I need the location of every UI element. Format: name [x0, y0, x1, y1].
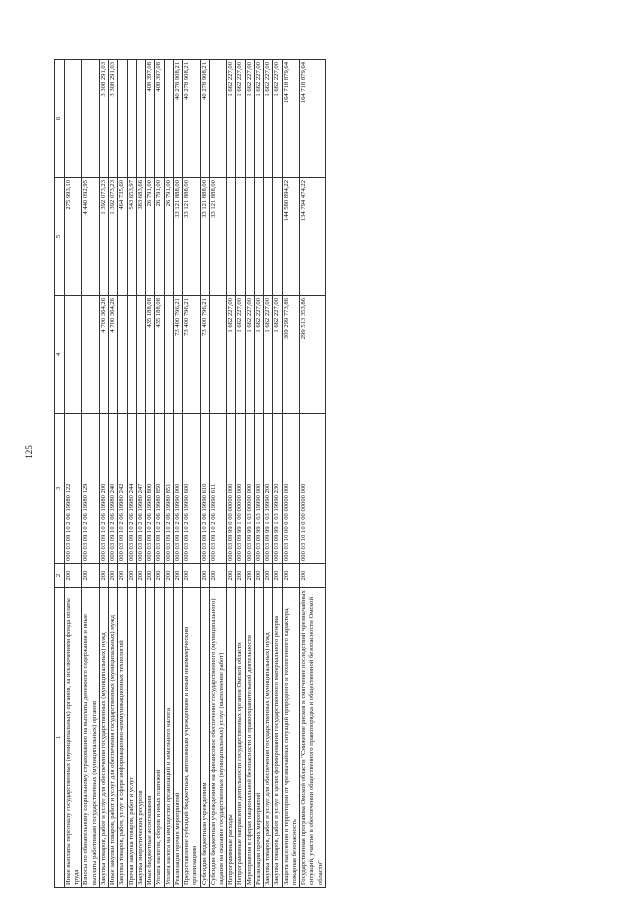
cell-code: 200 — [209, 564, 226, 588]
cell-name: Предоставление субсидий бюджетным, автономным учреждениям и иным некоммерческим организациям — [183, 588, 200, 888]
cell-v2021: 134 794 474,22 — [300, 178, 326, 296]
cell-name: Мероприятия в сферах национальной безопасности и правоохранительной деятельности — [245, 588, 254, 888]
cell-code: 200 — [245, 564, 254, 588]
cell-v2021 — [227, 178, 236, 296]
cell-code: 200 — [65, 564, 82, 588]
cell-v2022: 408 397,08 — [146, 60, 155, 178]
cell-v2020: 4 700 364,26 — [109, 296, 118, 414]
cell-v2021: 4 440 092,95 — [82, 178, 99, 296]
cell-v2022 — [65, 60, 82, 178]
cell-v2021 — [264, 178, 273, 296]
table-row — [146, 60, 155, 888]
cell-kbk: 000 03 09 10 2 06 19990 600 — [183, 414, 200, 564]
cell-v2021: 26 791,00 — [146, 178, 155, 296]
cell-kbk: 000 03 09 10 2 06 19980 122 — [65, 414, 82, 564]
cell-v2022: 1 662 227,00 — [273, 60, 282, 178]
header-cell: 4 — [55, 296, 65, 414]
cell-v2022 — [164, 60, 173, 178]
cell-v2021: 33 121 888,00 — [209, 178, 226, 296]
table-row — [264, 60, 273, 888]
header-cell: 5 — [55, 178, 65, 296]
cell-name: Иные выплаты персоналу государственных (муниципальных) органов, за исключением фонда оплаты труда — [65, 588, 82, 888]
cell-v2021: 1 392 073,23 — [109, 178, 118, 296]
cell-v2020: 1 662 227,00 — [254, 296, 263, 414]
table-row — [136, 60, 145, 888]
cell-v2022 — [127, 60, 136, 178]
cell-code: 200 — [227, 564, 236, 588]
cell-kbk: 000 03 10 10 0 00 00000 000 — [300, 414, 326, 564]
cell-name: Закупка товаров, работ и услуг для обеспечения государственных (муниципальных) нужд — [99, 588, 108, 888]
cell-name: Уплата налога на имущество организаций и земельного налога — [164, 588, 173, 888]
cell-kbk: 000 03 09 99 1 00 00000 000 — [236, 414, 245, 564]
cell-kbk: 000 03 09 10 2 06 19980 850 — [155, 414, 164, 564]
cell-kbk: 000 03 09 10 2 06 19980 244 — [127, 414, 136, 564]
cell-kbk: 000 03 09 10 2 06 19980 800 — [146, 414, 155, 564]
table-row — [227, 60, 236, 888]
cell-v2022: 1 662 227,00 — [227, 60, 236, 178]
cell-kbk: 000 03 10 00 0 00 00000 000 — [282, 414, 299, 564]
cell-v2020: 1 662 227,00 — [236, 296, 245, 414]
cell-name: Непрограммные направления деятельности государственных органов Омской области — [236, 588, 245, 888]
table-row — [65, 60, 82, 888]
table-body — [65, 60, 326, 888]
cell-kbk: 000 03 09 10 2 06 19980 129 — [82, 414, 99, 564]
cell-name: Иные закупки товаров, работ и услуг для обеспечения государственных (муниципальных) нужд — [109, 588, 118, 888]
table-row — [200, 60, 209, 888]
cell-v2022: 3 308 291,03 — [109, 60, 118, 178]
header-cell: 1 — [55, 588, 65, 888]
cell-v2022 — [136, 60, 145, 178]
cell-v2021 — [254, 178, 263, 296]
cell-name: Закупка товаров, работ и услуг для обеспечения государственных (муниципальных) нужд — [264, 588, 273, 888]
table-row — [209, 60, 226, 888]
cell-v2020: 73 400 796,21 — [200, 296, 209, 414]
table-row — [173, 60, 182, 888]
table-row — [155, 60, 164, 888]
cell-kbk: 000 03 09 10 2 06 19980 240 — [109, 414, 118, 564]
cell-v2020: 435 188,08 — [146, 296, 155, 414]
header-row — [55, 60, 65, 888]
cell-kbk: 000 03 09 99 1 03 00000 000 — [245, 414, 254, 564]
cell-v2022: 408 397,08 — [155, 60, 164, 178]
cell-v2020 — [127, 296, 136, 414]
cell-name: Защита населения и территории от чрезвычайных ситуаций природного и техногенного характера, пожарная безопасность — [282, 588, 299, 888]
cell-name: Закупка товаров, работ и услуг в целях формирования государственного материального резерва — [273, 588, 282, 888]
cell-v2022: 40 278 908,21 — [183, 60, 200, 178]
header-cell: 2 — [55, 564, 65, 588]
cell-v2021: 275 993,10 — [65, 178, 82, 296]
cell-kbk: 000 03 09 99 1 03 19990 000 — [254, 414, 263, 564]
rotated-table-wrapper — [54, 60, 608, 888]
table-row — [118, 60, 127, 888]
cell-v2021: 26 791,00 — [164, 178, 173, 296]
cell-v2022: 40 278 908,21 — [173, 60, 182, 178]
cell-name: Реализация прочих мероприятий — [254, 588, 263, 888]
cell-v2022 — [82, 60, 99, 178]
cell-code: 200 — [136, 564, 145, 588]
cell-code: 200 — [127, 564, 136, 588]
cell-name: Закупка товаров, работ, услуг в сфере информационно-коммуникационных технологий — [118, 588, 127, 888]
table-row — [109, 60, 118, 888]
cell-v2020: 73 400 796,21 — [173, 296, 182, 414]
cell-kbk: 000 03 09 99 1 03 19990 200 — [264, 414, 273, 564]
cell-code: 200 — [236, 564, 245, 588]
cell-v2020: 299 513 353,86 — [300, 296, 326, 414]
cell-name: Государственная программа Омской области "Снижение рисков и смягчение последствий чрезвычайных ситуаций, участие в обеспечении общественного правопорядка и общественной безопасности Омской области" — [300, 588, 326, 888]
cell-v2021: 464 735,60 — [118, 178, 127, 296]
page-number: 125 — [24, 445, 34, 459]
cell-code: 200 — [273, 564, 282, 588]
cell-kbk: 000 03 09 10 2 06 19990 000 — [173, 414, 182, 564]
cell-v2021 — [236, 178, 245, 296]
cell-v2021: 383 683,66 — [136, 178, 145, 296]
cell-code: 200 — [99, 564, 108, 588]
cell-name: Реализация прочих мероприятий — [173, 588, 182, 888]
cell-v2022: 1 662 227,00 — [245, 60, 254, 178]
budget-table — [54, 59, 326, 888]
cell-code: 200 — [264, 564, 273, 588]
cell-code: 200 — [300, 564, 326, 588]
cell-name: Субсидии бюджетным учреждениям на финансовое обеспечение государственного (муниципального) задания на оказание государственных (муниципальных) услуг (выполнение работ) — [209, 588, 226, 888]
cell-v2022: 3 308 291,03 — [99, 60, 108, 178]
cell-v2020: 1 662 227,00 — [245, 296, 254, 414]
cell-code: 200 — [254, 564, 263, 588]
cell-kbk: 000 03 09 10 2 06 19980 200 — [99, 414, 108, 564]
table-row — [127, 60, 136, 888]
cell-code: 200 — [173, 564, 182, 588]
cell-code: 200 — [155, 564, 164, 588]
header-cell: 3 — [55, 414, 65, 564]
cell-code: 200 — [146, 564, 155, 588]
cell-v2022 — [118, 60, 127, 178]
cell-v2021: 543 653,97 — [127, 178, 136, 296]
cell-v2020 — [164, 296, 173, 414]
cell-v2021: 144 580 894,22 — [282, 178, 299, 296]
cell-kbk: 000 03 09 99 1 03 19990 230 — [273, 414, 282, 564]
cell-code: 200 — [164, 564, 173, 588]
cell-name: Непрограммные расходы — [227, 588, 236, 888]
cell-name: Взносы по обязательному социальному страхованию на выплаты денежного содержания и иные выплаты работникам государственных (муниципальных) органов — [82, 588, 99, 888]
cell-v2022 — [209, 60, 226, 178]
cell-kbk: 000 03 09 10 2 06 19980 851 — [164, 414, 173, 564]
cell-v2020: 1 662 227,00 — [273, 296, 282, 414]
table-row — [183, 60, 200, 888]
cell-name: Субсидии бюджетным учреждениям — [200, 588, 209, 888]
table-row — [82, 60, 99, 888]
cell-code: 200 — [109, 564, 118, 588]
cell-kbk: 000 03 09 10 2 06 19990 610 — [200, 414, 209, 564]
cell-name: Иные бюджетные ассигнования — [146, 588, 155, 888]
cell-v2022: 1 662 227,00 — [254, 60, 263, 178]
cell-v2020: 73 400 796,21 — [183, 296, 200, 414]
cell-code: 200 — [200, 564, 209, 588]
cell-v2021: 33 121 888,00 — [200, 178, 209, 296]
cell-name: Закупка энергетических ресурсов — [136, 588, 145, 888]
cell-name: Прочая закупка товаров, работ и услуг — [127, 588, 136, 888]
cell-v2020: 309 299 773,86 — [282, 296, 299, 414]
table-row — [282, 60, 299, 888]
cell-v2022: 1 662 227,00 — [264, 60, 273, 178]
cell-v2020 — [118, 296, 127, 414]
cell-v2020 — [65, 296, 82, 414]
cell-kbk: 000 03 09 10 2 06 19980 247 — [136, 414, 145, 564]
table-row — [245, 60, 254, 888]
cell-v2020 — [82, 296, 99, 414]
table-row — [164, 60, 173, 888]
cell-name: Уплата налогов, сборов и иных платежей — [155, 588, 164, 888]
cell-kbk: 000 03 09 10 2 06 19980 242 — [118, 414, 127, 564]
cell-code: 200 — [118, 564, 127, 588]
table-row — [236, 60, 245, 888]
cell-v2020: 1 662 227,00 — [264, 296, 273, 414]
cell-v2022: 164 718 879,64 — [300, 60, 326, 178]
cell-kbk: 000 03 09 10 2 06 19990 611 — [209, 414, 226, 564]
cell-v2021 — [273, 178, 282, 296]
cell-v2021: 33 121 888,00 — [173, 178, 182, 296]
cell-v2022: 1 662 227,00 — [236, 60, 245, 178]
header-cell: 6 — [55, 60, 65, 178]
cell-v2021: 26 791,00 — [155, 178, 164, 296]
cell-v2021: 1 392 073,23 — [99, 178, 108, 296]
cell-code: 200 — [183, 564, 200, 588]
cell-v2021 — [245, 178, 254, 296]
cell-v2021: 33 121 888,00 — [183, 178, 200, 296]
table-row — [254, 60, 263, 888]
table-row — [273, 60, 282, 888]
cell-v2020 — [136, 296, 145, 414]
cell-v2020 — [209, 296, 226, 414]
cell-v2022: 40 278 908,21 — [200, 60, 209, 178]
table-row — [300, 60, 326, 888]
cell-kbk: 000 03 09 99 0 00 00000 000 — [227, 414, 236, 564]
cell-code: 200 — [282, 564, 299, 588]
cell-v2022: 164 718 879,64 — [282, 60, 299, 178]
cell-v2020: 435 188,08 — [155, 296, 164, 414]
table-row — [99, 60, 108, 888]
cell-v2020: 1 662 227,00 — [227, 296, 236, 414]
cell-v2020: 4 700 364,26 — [99, 296, 108, 414]
cell-code: 200 — [82, 564, 99, 588]
